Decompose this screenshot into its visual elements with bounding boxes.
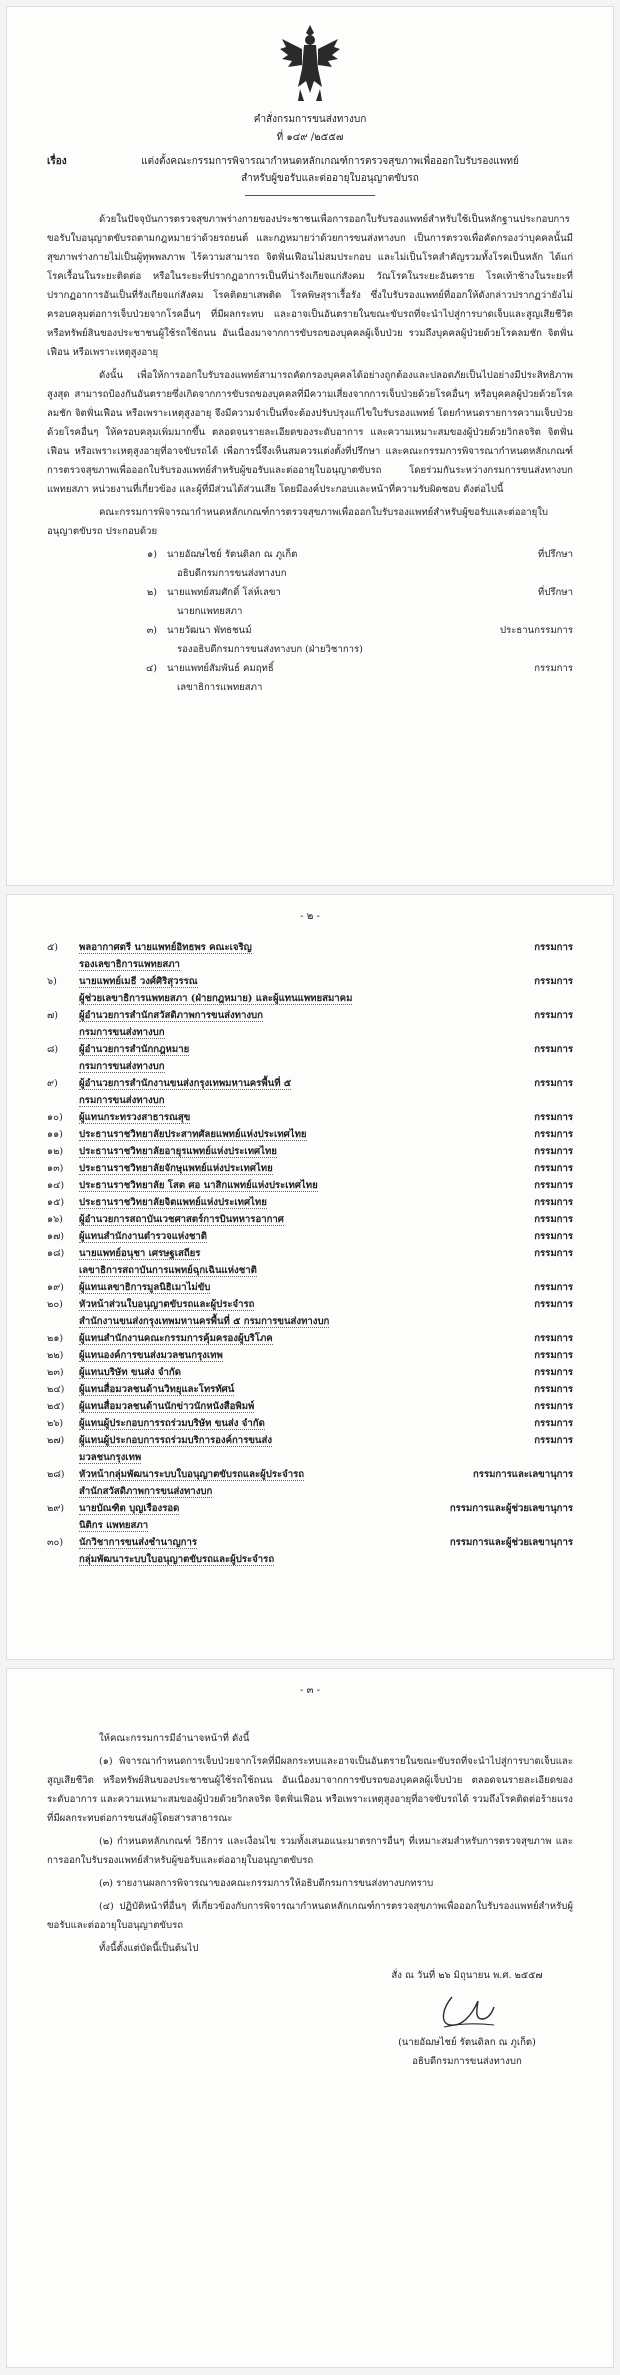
row-number: ๕) bbox=[47, 942, 59, 953]
row-number: ๘) bbox=[47, 1044, 59, 1055]
committee-row bbox=[47, 1245, 573, 1262]
divider bbox=[245, 195, 375, 196]
row-number: ๑๔) bbox=[47, 1180, 65, 1191]
row-number: ๑๖) bbox=[47, 1214, 63, 1225]
document-page-2 bbox=[6, 894, 614, 1660]
committee-row bbox=[47, 1109, 573, 1126]
committee-row bbox=[47, 939, 573, 956]
row-number: ๑๐) bbox=[47, 1112, 63, 1123]
paragraph-1: ด้วยในปัจจุบันการตรวจสุขภาพร่างกายของประชาชนเพื่อการออกใบรับรองแพทย์สำหรับใช้เป็นหลักฐานประกอบการขอรับใบอนุญาตขับรถตามกฎหมายว่าด้วยรถยนต์ และกฎหมายว่าด้วยการขนส่งทางบก เป็นการตรวจเพื่อคัดกรองว่าบุคคลนั้นมีสุขภาพร่างกายไม่เป็นผู้ทุพพลภาพ ไร้ความสามารถ จิตฟั่นเฟือนไม่สมประกอบ และไม่เป็นโรคสำคัญรวมทั้งโรคเป็นหลัก ได้แก่ โรคเรื้อนในระยะติดต่อ หรือในระยะที่ปรากฏอาการเป็นที่น่ารังเกียจแก่สังคม วัณโรคในระยะอันตราย โรคเท้าช้างในระยะที่ปรากฏอาการอันเป็นที่รังเกียจแก่สังคม โรคติดยาเสพติด โรคพิษสุราเรื้อรัง ซึ่งใบรับรองแพทย์ที่ออกให้ดังกล่าวปรากฏว่ายังไม่ครอบคลุมต่อการเจ็บป่วยจากโรคอื่นๆ ที่มีผลกระทบ และอาจเป็นอันตรายในขณะขับรถที่จะนำไปสู่การบาดเจ็บและสูญเสียชีวิต หรือทรัพย์สินของประชาชนผู้ใช้รถใช้ถนน อันเนื่องมาจากการขับรถของบุคคลผู้เจ็บป่วย รวมถึงบุคคลผู้ป่วยด้วยโรคลมชัก จิตฟั่นเฟือน หรือเพราะเหตุสูงอายุ bbox=[47, 214, 573, 358]
effective-clause: ทั้งนี้ตั้งแต่บัดนี้เป็นต้นไป bbox=[99, 1943, 199, 1954]
page-number: - ๒ - bbox=[300, 911, 320, 922]
member-role: กรรมการ bbox=[534, 1112, 573, 1123]
committee-row bbox=[47, 1126, 573, 1143]
committee-row bbox=[47, 1143, 573, 1160]
document-page-3 bbox=[6, 1668, 614, 2368]
garuda-emblem-icon bbox=[278, 23, 342, 105]
member-name: ประธานราชวิทยาลัย โสต ศอ นาสิกแพทย์แห่งประเทศไทย bbox=[79, 1180, 318, 1191]
member-role: กรรมการ bbox=[534, 1214, 573, 1225]
subject-line-1: แต่งตั้งคณะกรรมการพิจารณากำหนดหลักเกณฑ์การตรวจสุขภาพเพื่อออกใบรับรองแพทย์ bbox=[141, 156, 519, 167]
member-role: กรรมการ bbox=[534, 1299, 573, 1310]
duty-intro: ให้คณะกรรมการมีอำนาจหน้าที่ ดังนี้ bbox=[99, 1733, 250, 1744]
committee-row bbox=[47, 1347, 573, 1364]
member-name: นายบัณฑิต บุญเรืองรอด bbox=[79, 1503, 180, 1514]
member-name: ผู้แทนสำนักงานตำรวจแห่งชาติ bbox=[79, 1231, 208, 1242]
committee-row bbox=[47, 1330, 573, 1347]
row-number: ๑๒) bbox=[47, 1146, 64, 1157]
paragraph-2: ดังนั้น เพื่อให้การออกใบรับรองแพทย์สามารถคัดกรองบุคคลได้อย่างถูกต้องและปลอดภัยเป็นไปอย่างมีประสิทธิภาพสูงสุด สามารถป้องกันอันตรายซึ่งเกิดจากการขับรถของบุคคลที่มีความเสี่ยงจากการเจ็บป่วยด้วยโรคอื่นๆ หรือบุคคลผู้ป่วยด้วยโรคลมชัก จิตฟั่นเฟือน หรือเพราะเหตุสูงอายุ จึงมีความจำเป็นที่จะต้องปรับปรุงแก้ไขใบรับรองแพทย์ โดยกำหนดรายการความเจ็บป่วยด้วยโรคอื่นๆ ให้ครอบคลุมเพิ่มมากขึ้น ตลอดจนรายละเอียดของระดับอาการ และความเหมาะสมของผู้ป่วยด้วยวิกลจริต จิตฟั่นเฟือน หรือเพราะเหตุสูงอายุที่อาจขับรถได้ เพื่อการนี้จึงเห็นสมควรแต่งตั้งที่ปรึกษา และคณะกรรมการพิจารณากำหนดหลักเกณฑ์การตรวจสุขภาพเพื่อออกใบรับรองแพทย์สำหรับผู้ขอรับและต่ออายุใบอนุญาตขับรถ โดยร่วมกันระหว่างกรมการขนส่งทางบก แพทยสภา หน่วยงานที่เกี่ยวข้อง และผู้ที่มีส่วนได้ส่วนเสีย โดยมีองค์ประกอบและหน้าที่ความรับผิดชอบ ดังต่อไปนี้ bbox=[47, 370, 573, 495]
member-row: ๔) นายแพทย์สัมพันธ์ คมฤทธิ์ กรรมการ bbox=[145, 663, 573, 674]
row-number: ๙) bbox=[47, 1078, 58, 1089]
member-role: กรรมการ bbox=[534, 1180, 573, 1191]
page-number: - ๓ - bbox=[300, 1685, 320, 1696]
order-number: ที่ ๑๔๙ /๒๕๕๗ bbox=[276, 132, 344, 143]
member-name: ประธานราชวิทยาลัยอายุรแพทย์แห่งประเทศไทย bbox=[79, 1146, 277, 1157]
committee-row bbox=[47, 1007, 573, 1024]
member-role: กรรมการ bbox=[534, 1078, 573, 1089]
member-role: กรรมการ bbox=[534, 1401, 573, 1412]
member-row: ๑) นายอัฌษไชย์ รัตนดิลก ณ ภูเก็ต ที่ปรึกษา bbox=[147, 549, 573, 560]
member-name: หัวหน้าส่วนใบอนุญาตขับรถและผู้ประจำรถ bbox=[79, 1299, 255, 1310]
member-name: นายแพทย์อนุชา เศรษฐเสถียร bbox=[79, 1248, 201, 1259]
member-name: ผู้แทนสำนักงานคณะกรรมการคุ้มครองผู้บริโภค bbox=[79, 1333, 273, 1344]
document-page-1 bbox=[6, 6, 614, 886]
member-role: กรรมการ bbox=[534, 1129, 573, 1140]
row-number: ๑๓) bbox=[47, 1163, 64, 1174]
committee-row-sub: สำนักงานขนส่งกรุงเทพมหานครพื้นที่ ๕ กรมการขนส่งทางบก bbox=[79, 1316, 330, 1327]
member-name: พลอากาศตรี นายแพทย์อิทธพร คณะเจริญ bbox=[79, 942, 252, 953]
committee-row bbox=[47, 1534, 573, 1551]
member-name: ผู้แทนองค์การขนส่งมวลชนกรุงเทพ bbox=[79, 1350, 223, 1361]
member-name: ผู้อำนวยการสำนักกฎหมาย bbox=[79, 1044, 190, 1055]
member-role: กรรมการ bbox=[534, 1146, 573, 1157]
committee-row bbox=[47, 1296, 573, 1313]
member-role: กรรมการและเลขานุการ bbox=[472, 1469, 573, 1480]
committee-list bbox=[47, 939, 573, 1568]
committee-row bbox=[47, 1279, 573, 1296]
row-number: ๒๙) bbox=[47, 1503, 65, 1514]
row-number: ๑๕) bbox=[47, 1197, 65, 1208]
duty-item: (๑) พิจารณากำหนดการเจ็บป่วยจากโรคที่มีผลกระทบและอาจเป็นอันตรายในขณะขับรถที่จะนำไปสู่การบาดเจ็บและสูญเสียชีวิต หรือทรัพย์สินของประชาชนผู้ใช้รถใช้ถนน อันเนื่องมาจากการขับรถของบุคคลผู้เจ็บป่วย ตลอดจนรายละเอียดของระดับอาการ และความเหมาะสมของผู้ป่วยด้วยวิกลจริต จิตฟั่นเฟือน หรือเพราะเหตุสูงอายุที่อาจขับรถได้ รวมถึงโรคติดต่อร้ายแรงที่มีผลกระทบต่อการขนส่งผู้โดยสารสาธารณะ bbox=[47, 1756, 573, 1824]
subject-label: เรื่อง bbox=[47, 156, 67, 167]
committee-row bbox=[47, 1075, 573, 1092]
committee-row bbox=[47, 1211, 573, 1228]
subject-line-2: สำหรับผู้ขอรับและต่ออายุใบอนุญาตขับรถ bbox=[241, 173, 419, 184]
row-number: ๒๘) bbox=[47, 1469, 65, 1480]
committee-intro: คณะกรรมการพิจารณากำหนดหลักเกณฑ์การตรวจสุขภาพเพื่อออกใบรับรองแพทย์สำหรับผู้ขอรับและต่ออายุใบอนุญาตขับรถ ประกอบด้วย bbox=[47, 507, 549, 537]
signer-title: อธิบดีกรมการขนส่งทางบก bbox=[412, 2056, 522, 2067]
order-title: คำสั่งกรมการขนส่งทางบก bbox=[253, 114, 367, 125]
row-number: ๑๙) bbox=[47, 1282, 64, 1293]
duty-item: (๓) รายงานผลการพิจารณาของคณะกรรมการให้อธิบดีกรมการขนส่งทางบกทราบ bbox=[99, 1878, 434, 1889]
committee-row-sub: กรมการขนส่งทางบก bbox=[79, 1061, 165, 1072]
member-name: ประธานราชวิทยาลัยจักษุแพทย์แห่งประเทศไทย bbox=[79, 1163, 273, 1174]
row-number: ๗) bbox=[47, 1010, 58, 1021]
committee-row bbox=[47, 1194, 573, 1211]
committee-row bbox=[47, 1177, 573, 1194]
member-row: ๒) นายแพทย์สมศักดิ์ โล่ห์เลขา ที่ปรึกษา bbox=[146, 587, 573, 598]
row-number: ๒๓) bbox=[47, 1367, 64, 1378]
duty-item: (๒) กำหนดหลักเกณฑ์ วิธีการ และเงื่อนไข รวมทั้งเสนอแนะมาตรการอื่นๆ ที่เหมาะสมสำหรับการตรวจสุขภาพ และการออกใบรับรองแพทย์สำหรับผู้ขอรับและต่ออายุใบอนุญาตขับรถ bbox=[47, 1836, 573, 1866]
committee-row-sub: มวลชนกรุงเทพ bbox=[79, 1452, 142, 1463]
row-number: ๒๖) bbox=[47, 1418, 64, 1429]
member-row: ๓) นายวัฒนา พัทธชนม์ ประธานกรรมการ bbox=[146, 625, 573, 636]
committee-row-sub: นิติกร แพทยสภา bbox=[79, 1520, 149, 1531]
member-sub: อธิบดีกรมการขนส่งทางบก bbox=[177, 568, 287, 579]
member-role: กรรมการ bbox=[534, 976, 573, 987]
committee-row bbox=[47, 1160, 573, 1177]
duty-item: (๔) ปฏิบัติหน้าที่อื่นๆ ที่เกี่ยวข้องกับการพิจารณากำหนดหลักเกณฑ์การตรวจสุขภาพเพื่อออกใบรับรองแพทย์สำหรับผู้ขอรับและต่ออายุใบอนุญาตขับรถ bbox=[47, 1901, 573, 1931]
member-sub: รองอธิบดีกรมการขนส่งทางบก (ฝ่ายวิชาการ) bbox=[177, 644, 363, 655]
committee-row bbox=[47, 1398, 573, 1415]
member-role: กรรมการและผู้ช่วยเลขานุการ bbox=[449, 1503, 573, 1514]
member-role: กรรมการ bbox=[534, 1350, 573, 1361]
order-date: สั่ง ณ วันที่ ๒๖ มิถุนายน พ.ศ. ๒๕๕๗ bbox=[391, 1970, 543, 1981]
member-role: กรรมการ bbox=[534, 1231, 573, 1242]
committee-row bbox=[47, 1364, 573, 1381]
row-number: ๒๔) bbox=[47, 1384, 65, 1395]
member-name: ประธานราชวิทยาลัยประสาทศัลยแพทย์แห่งประเทศไทย bbox=[79, 1129, 307, 1140]
member-role: กรรมการ bbox=[534, 1435, 573, 1446]
committee-row-sub: กรมการขนส่งทางบก bbox=[79, 1095, 165, 1106]
member-name: ผู้แทนสื่อมวลชนด้านวิทยุและโทรทัศน์ bbox=[79, 1384, 235, 1395]
committee-row-sub: เลขาธิการสถาบันการแพทย์ฉุกเฉินแห่งชาติ bbox=[79, 1265, 257, 1276]
member-name: นักวิชาการขนส่งชำนาญการ bbox=[79, 1537, 198, 1548]
row-number: ๒๑) bbox=[47, 1333, 64, 1344]
member-role: กรรมการ bbox=[534, 1282, 573, 1293]
committee-row-sub: สำนักสวัสดิภาพการขนส่งทางบก bbox=[79, 1486, 213, 1497]
committee-row bbox=[47, 1415, 573, 1432]
member-list bbox=[47, 545, 573, 697]
row-number: ๖) bbox=[47, 976, 57, 987]
member-name: ผู้อำนวยการสำนักงานขนส่งกรุงเทพมหานครพื้นที่ ๕ bbox=[79, 1078, 292, 1089]
committee-row bbox=[47, 1500, 573, 1517]
row-number: ๑๑) bbox=[47, 1129, 63, 1140]
committee-row-sub: กรมการขนส่งทางบก bbox=[79, 1027, 165, 1038]
member-role: กรรมการและผู้ช่วยเลขานุการ bbox=[449, 1537, 573, 1548]
signer-name: (นายอัฌษไชย์ รัตนดิลก ณ ภูเก็ต) bbox=[398, 2037, 536, 2048]
row-number: ๒๒) bbox=[47, 1350, 64, 1361]
committee-row bbox=[47, 973, 573, 990]
committee-row-sub: กลุ่มพัฒนาระบบใบอนุญาตขับรถและผู้ประจำรถ bbox=[79, 1554, 275, 1565]
row-number: ๒๗) bbox=[47, 1435, 65, 1446]
committee-row bbox=[47, 1432, 573, 1449]
member-name: ผู้แทนผู้ประกอบการรถร่วมบริการองค์การขนส่ง bbox=[79, 1435, 272, 1446]
member-role: กรรมการ bbox=[534, 1197, 573, 1208]
committee-row bbox=[47, 1041, 573, 1058]
committee-row-sub: รองเลขาธิการแพทยสภา bbox=[79, 959, 180, 970]
member-name: ประธานราชวิทยาลัยจิตแพทย์แห่งประเทศไทย bbox=[79, 1197, 267, 1208]
member-name: ผู้อำนวยการสถาบันเวชศาสตร์การบินทหารอากาศ bbox=[79, 1214, 284, 1225]
member-name: ผู้แทนเลขาธิการมูลนิธิเมาไม่ขับ bbox=[79, 1282, 211, 1293]
member-role: กรรมการ bbox=[534, 1367, 573, 1378]
member-role: กรรมการ bbox=[534, 1384, 573, 1395]
row-number: ๓๐) bbox=[47, 1537, 64, 1548]
member-name: ผู้แทนผู้ประกอบการรถร่วมบริษัท ขนส่ง จำกัด bbox=[79, 1418, 265, 1429]
member-name: ผู้แทนกระทรวงสาธารณสุข bbox=[79, 1112, 191, 1123]
member-sub: เลขาธิการแพทยสภา bbox=[177, 682, 263, 693]
member-role: กรรมการ bbox=[534, 1163, 573, 1174]
signature-block bbox=[347, 1966, 587, 2071]
row-number: ๒๐) bbox=[47, 1299, 63, 1310]
member-name: ผู้แทนบริษัท ขนส่ง จำกัด bbox=[79, 1367, 181, 1378]
signature-icon bbox=[432, 1989, 502, 2033]
row-number: ๑๘) bbox=[47, 1248, 65, 1259]
committee-row bbox=[47, 1381, 573, 1398]
member-sub: นายกแพทยสภา bbox=[177, 606, 243, 617]
member-role: กรรมการ bbox=[534, 1044, 573, 1055]
row-number: ๑๗) bbox=[47, 1231, 65, 1242]
member-role: กรรมการ bbox=[534, 1010, 573, 1021]
member-name: ผู้แทนสื่อมวลชนด้านนักข่าวนักหนังสือพิมพ์ bbox=[79, 1401, 255, 1412]
member-role: กรรมการ bbox=[534, 942, 573, 953]
committee-row bbox=[47, 1228, 573, 1245]
committee-row bbox=[47, 1466, 573, 1483]
committee-row-sub: ผู้ช่วยเลขาธิการแพทยสภา (ฝ่ายกฎหมาย) และผู้แทนแพทยสมาคม bbox=[79, 993, 353, 1004]
member-role: กรรมการ bbox=[534, 1333, 573, 1344]
member-name: หัวหน้ากลุ่มพัฒนาระบบใบอนุญาตขับรถและผู้ประจำรถ bbox=[79, 1469, 305, 1480]
member-name: ผู้อำนวยการสำนักสวัสดิภาพการขนส่งทางบก bbox=[79, 1010, 263, 1021]
member-role: กรรมการ bbox=[534, 1418, 573, 1429]
member-role: กรรมการ bbox=[534, 1248, 573, 1259]
member-name: นายแพทย์เมธี วงศ์ศิริสุวรรณ bbox=[79, 976, 198, 987]
order-subject bbox=[47, 153, 573, 187]
row-number: ๒๕) bbox=[47, 1401, 65, 1412]
